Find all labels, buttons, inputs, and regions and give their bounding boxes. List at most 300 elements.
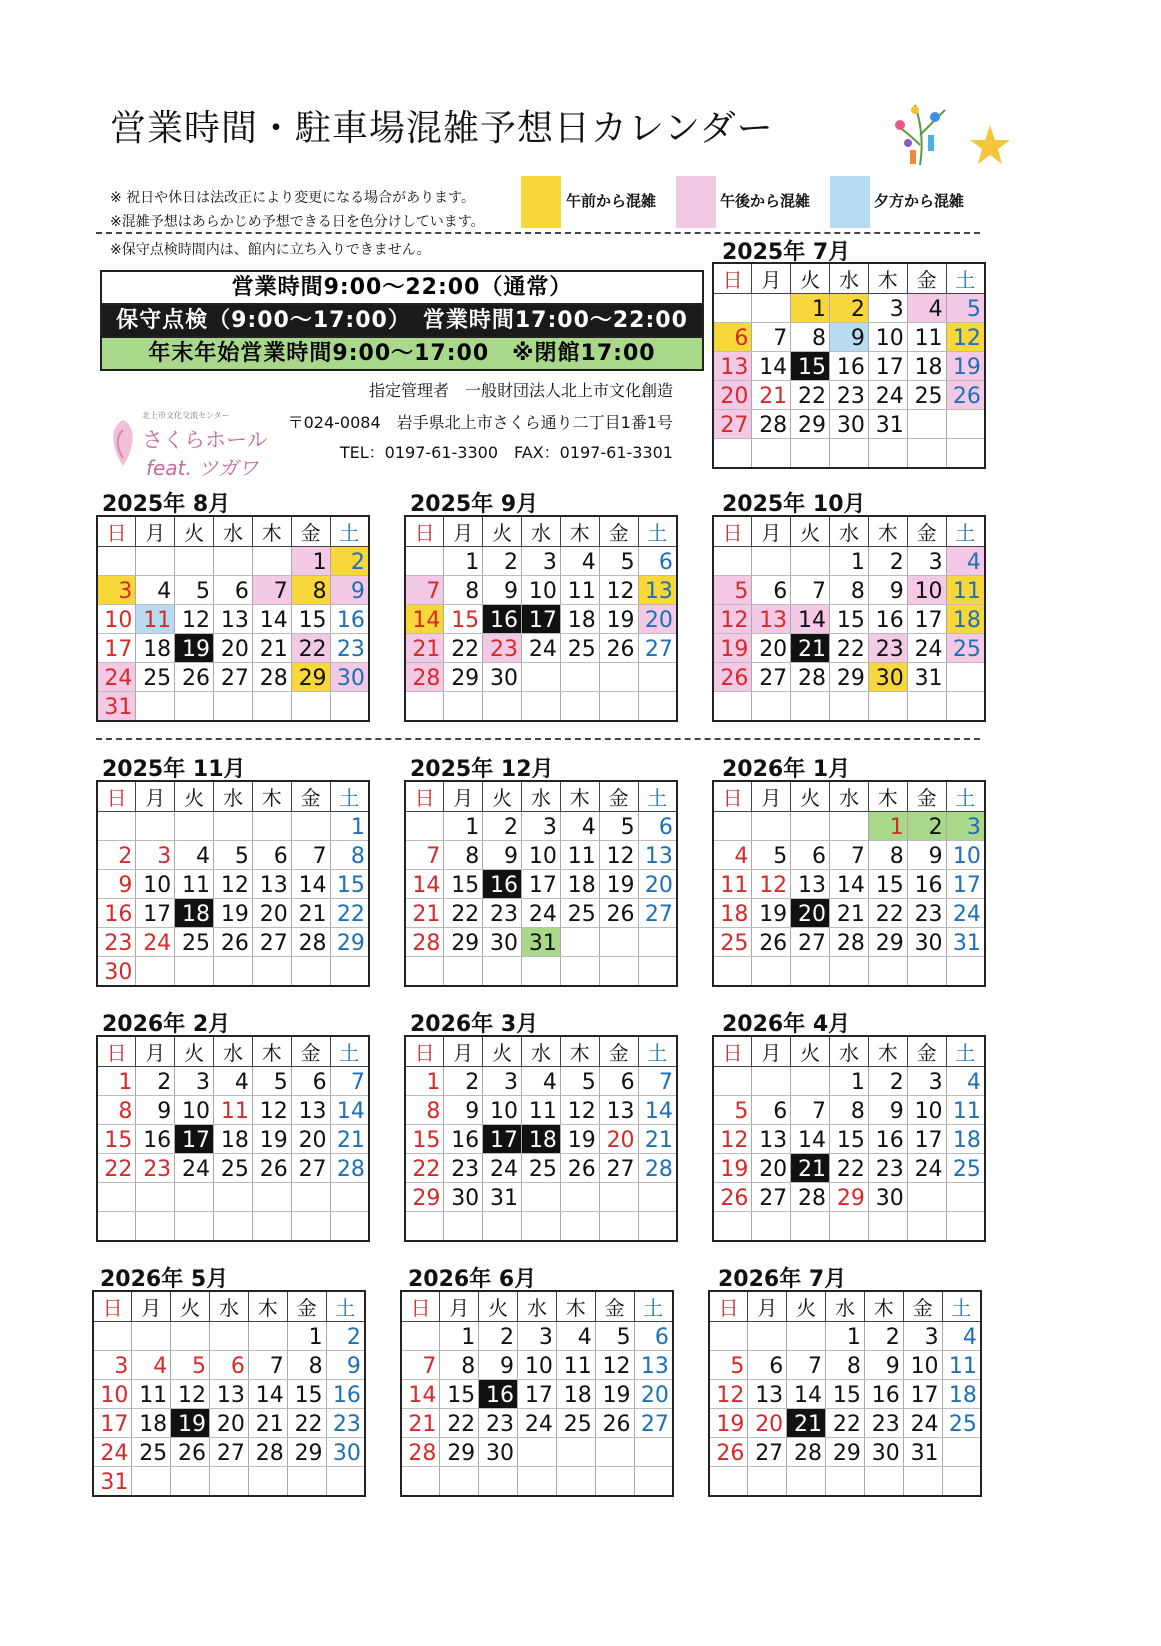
- day-cell: [136, 1212, 175, 1242]
- day-cell: 2: [868, 547, 907, 576]
- hours-maintenance: 保守点検（9:00～17:00） 営業時間17:00～22:00: [102, 305, 702, 338]
- day-cell: 14: [830, 870, 869, 899]
- month-title: 2026年 3月: [410, 1012, 539, 1037]
- day-cell: 9: [864, 1351, 903, 1380]
- day-cell: 4: [214, 1067, 253, 1096]
- day-cell: 25: [175, 928, 214, 957]
- day-cell: 7: [291, 841, 330, 870]
- day-cell: 8: [440, 1351, 479, 1380]
- day-cell: 16: [326, 1380, 365, 1409]
- day-cell: 13: [748, 1380, 787, 1409]
- day-cell: 31: [97, 692, 136, 722]
- day-cell: 14: [252, 605, 291, 634]
- weekday-header: 月: [444, 781, 483, 812]
- day-cell: 14: [791, 1125, 830, 1154]
- day-cell: [942, 1467, 981, 1497]
- weekday-header: 土: [942, 1291, 981, 1322]
- day-cell: 20: [638, 870, 677, 899]
- weekday-header: 月: [136, 516, 175, 547]
- day-cell: 18: [132, 1409, 171, 1438]
- weekday-header: 金: [287, 1291, 326, 1322]
- day-cell: 18: [560, 605, 599, 634]
- day-cell: 9: [483, 576, 522, 605]
- day-cell: 10: [903, 1351, 942, 1380]
- weekday-header: 木: [560, 516, 599, 547]
- day-cell: 3: [522, 812, 561, 841]
- day-cell: 23: [444, 1154, 483, 1183]
- day-cell: 20: [210, 1409, 249, 1438]
- note-2: ※混雑予想はあらかじめ予想できる日を色分けしています。: [110, 214, 485, 230]
- day-cell: 29: [330, 928, 369, 957]
- day-cell: 28: [248, 1438, 287, 1467]
- day-cell: [903, 1467, 942, 1497]
- day-cell: [132, 1322, 171, 1351]
- logo-feat: feat. ツガワ: [146, 456, 259, 480]
- weekday-header: 日: [405, 1036, 444, 1067]
- weekday-header: 木: [560, 1036, 599, 1067]
- day-cell: 3: [97, 576, 136, 605]
- day-cell: 17: [97, 634, 136, 663]
- day-cell: [97, 812, 136, 841]
- weekday-header: 木: [252, 516, 291, 547]
- day-cell: [599, 957, 638, 987]
- day-cell: 5: [752, 841, 791, 870]
- day-cell: 20: [214, 634, 253, 663]
- day-cell: 19: [752, 899, 791, 928]
- day-cell: 6: [634, 1322, 673, 1351]
- day-cell: 29: [826, 1438, 865, 1467]
- day-cell: 28: [791, 1183, 830, 1212]
- day-cell: 5: [252, 1067, 291, 1096]
- day-cell: [752, 547, 791, 576]
- day-cell: [942, 1438, 981, 1467]
- day-cell: 15: [868, 870, 907, 899]
- weekday-header: 日: [713, 1036, 752, 1067]
- day-cell: 6: [752, 1096, 791, 1125]
- day-cell: 11: [560, 576, 599, 605]
- day-cell: 28: [401, 1438, 440, 1467]
- day-cell: 11: [214, 1096, 253, 1125]
- day-cell: [791, 812, 830, 841]
- day-cell: 4: [136, 576, 175, 605]
- day-cell: [136, 547, 175, 576]
- day-cell: 14: [405, 605, 444, 634]
- day-cell: [97, 1212, 136, 1242]
- weekday-header: 火: [791, 263, 830, 294]
- day-cell: 18: [907, 352, 946, 381]
- day-cell: 30: [97, 957, 136, 987]
- month-title: 2026年 5月: [100, 1267, 229, 1292]
- day-cell: [709, 1322, 748, 1351]
- day-cell: [444, 957, 483, 987]
- day-cell: 10: [93, 1380, 132, 1409]
- day-cell: 9: [868, 576, 907, 605]
- day-cell: 13: [210, 1380, 249, 1409]
- day-cell: [713, 1067, 752, 1096]
- weekday-header: 日: [97, 1036, 136, 1067]
- day-cell: [440, 1467, 479, 1497]
- day-cell: 25: [522, 1154, 561, 1183]
- weekday-header: 水: [830, 263, 869, 294]
- day-cell: 5: [709, 1351, 748, 1380]
- day-cell: 12: [252, 1096, 291, 1125]
- legend-swatch-evening: [830, 176, 870, 228]
- weekday-header: 木: [248, 1291, 287, 1322]
- day-cell: 29: [830, 1183, 869, 1212]
- day-cell: 18: [175, 899, 214, 928]
- day-cell: [483, 957, 522, 987]
- day-cell: 5: [713, 576, 752, 605]
- day-cell: 4: [560, 547, 599, 576]
- day-cell: 10: [522, 576, 561, 605]
- day-cell: 11: [942, 1351, 981, 1380]
- day-cell: 6: [599, 1067, 638, 1096]
- day-cell: 21: [638, 1125, 677, 1154]
- day-cell: 16: [483, 605, 522, 634]
- weekday-header: 水: [522, 1036, 561, 1067]
- weekday-header: 金: [903, 1291, 942, 1322]
- day-cell: 23: [330, 634, 369, 663]
- day-cell: [479, 1467, 518, 1497]
- day-cell: [401, 1322, 440, 1351]
- weekday-header: 日: [405, 781, 444, 812]
- day-cell: 12: [560, 1096, 599, 1125]
- day-cell: 6: [638, 812, 677, 841]
- day-cell: 24: [907, 1154, 946, 1183]
- day-cell: [791, 1212, 830, 1242]
- day-cell: 21: [252, 634, 291, 663]
- weekday-header: 木: [864, 1291, 903, 1322]
- day-cell: 13: [638, 576, 677, 605]
- day-cell: [252, 957, 291, 987]
- month-title: 2025年 7月: [722, 240, 851, 265]
- day-cell: 31: [907, 663, 946, 692]
- day-cell: 24: [946, 899, 985, 928]
- day-cell: 19: [713, 634, 752, 663]
- day-cell: 28: [830, 928, 869, 957]
- day-cell: 8: [444, 841, 483, 870]
- day-cell: [868, 692, 907, 722]
- day-cell: 15: [330, 870, 369, 899]
- weekday-header: 水: [522, 516, 561, 547]
- day-cell: 1: [868, 812, 907, 841]
- month-calendar: [92, 1290, 366, 1497]
- day-cell: [907, 957, 946, 987]
- day-cell: [946, 1183, 985, 1212]
- day-cell: [634, 1467, 673, 1497]
- day-cell: 1: [830, 1067, 869, 1096]
- day-cell: 20: [252, 899, 291, 928]
- day-cell: 16: [868, 605, 907, 634]
- day-cell: 23: [868, 1154, 907, 1183]
- day-cell: 31: [946, 928, 985, 957]
- weekday-header: 日: [97, 516, 136, 547]
- day-cell: [713, 692, 752, 722]
- weekday-header: 日: [713, 516, 752, 547]
- day-cell: [830, 692, 869, 722]
- day-cell: 15: [97, 1125, 136, 1154]
- day-cell: [907, 692, 946, 722]
- weekday-header: 土: [946, 1036, 985, 1067]
- day-cell: [97, 1183, 136, 1212]
- day-cell: 26: [752, 928, 791, 957]
- sakura-logo-icon: [106, 416, 140, 470]
- weekday-header: 金: [599, 1036, 638, 1067]
- day-cell: [868, 957, 907, 987]
- day-cell: 5: [171, 1351, 210, 1380]
- day-cell: 27: [791, 928, 830, 957]
- day-cell: 11: [713, 870, 752, 899]
- month-title: 2025年 9月: [410, 492, 539, 517]
- divider-middle: [96, 738, 980, 740]
- day-cell: 11: [175, 870, 214, 899]
- day-cell: 11: [946, 576, 985, 605]
- day-cell: 30: [868, 1183, 907, 1212]
- day-cell: 13: [791, 870, 830, 899]
- day-cell: 10: [946, 841, 985, 870]
- weekday-header: 火: [787, 1291, 826, 1322]
- day-cell: 1: [291, 547, 330, 576]
- day-cell: 7: [791, 576, 830, 605]
- day-cell: 20: [748, 1409, 787, 1438]
- weekday-header: 火: [483, 516, 522, 547]
- month-title: 2025年 8月: [102, 492, 231, 517]
- day-cell: 28: [252, 663, 291, 692]
- day-cell: 24: [136, 928, 175, 957]
- day-cell: 10: [868, 323, 907, 352]
- day-cell: 24: [522, 634, 561, 663]
- day-cell: 2: [830, 294, 869, 323]
- month-calendar: [708, 1290, 982, 1497]
- day-cell: 19: [599, 870, 638, 899]
- day-cell: 28: [405, 928, 444, 957]
- day-cell: 12: [713, 1125, 752, 1154]
- day-cell: 5: [713, 1096, 752, 1125]
- weekday-header: 火: [791, 781, 830, 812]
- day-cell: 17: [518, 1380, 557, 1409]
- day-cell: 19: [709, 1409, 748, 1438]
- day-cell: 11: [946, 1096, 985, 1125]
- day-cell: 7: [405, 576, 444, 605]
- day-cell: [713, 1212, 752, 1242]
- day-cell: 6: [638, 547, 677, 576]
- day-cell: 30: [444, 1183, 483, 1212]
- weekday-header: 月: [752, 781, 791, 812]
- month-title: 2026年 4月: [722, 1012, 851, 1037]
- weekday-header: 土: [638, 781, 677, 812]
- day-cell: 18: [713, 899, 752, 928]
- day-cell: [214, 957, 253, 987]
- day-cell: 11: [907, 323, 946, 352]
- day-cell: 15: [405, 1125, 444, 1154]
- day-cell: [483, 692, 522, 722]
- weekday-header: 火: [171, 1291, 210, 1322]
- day-cell: 17: [136, 899, 175, 928]
- day-cell: 20: [634, 1380, 673, 1409]
- day-cell: 20: [752, 1154, 791, 1183]
- day-cell: 19: [713, 1154, 752, 1183]
- day-cell: [291, 1212, 330, 1242]
- day-cell: [638, 663, 677, 692]
- day-cell: 10: [522, 841, 561, 870]
- day-cell: [709, 1467, 748, 1497]
- legend-swatch-afternoon: [676, 176, 716, 228]
- day-cell: 26: [171, 1438, 210, 1467]
- day-cell: [830, 957, 869, 987]
- day-cell: [599, 692, 638, 722]
- weekday-header: 日: [713, 781, 752, 812]
- day-cell: 9: [830, 323, 869, 352]
- day-cell: [330, 692, 369, 722]
- weekday-header: 金: [907, 781, 946, 812]
- weekday-header: 木: [556, 1291, 595, 1322]
- day-cell: 24: [868, 381, 907, 410]
- day-cell: 17: [907, 1125, 946, 1154]
- day-cell: 26: [175, 663, 214, 692]
- day-cell: 14: [330, 1096, 369, 1125]
- day-cell: 21: [401, 1409, 440, 1438]
- day-cell: 12: [946, 323, 985, 352]
- day-cell: [444, 692, 483, 722]
- day-cell: 1: [405, 1067, 444, 1096]
- weekday-header: 土: [946, 263, 985, 294]
- day-cell: 21: [291, 899, 330, 928]
- month-calendar: [96, 780, 370, 987]
- day-cell: 2: [868, 1067, 907, 1096]
- day-cell: 22: [791, 381, 830, 410]
- day-cell: [787, 1467, 826, 1497]
- day-cell: 25: [214, 1154, 253, 1183]
- day-cell: 15: [830, 605, 869, 634]
- weekday-header: 火: [175, 516, 214, 547]
- day-cell: 2: [97, 841, 136, 870]
- day-cell: 2: [444, 1067, 483, 1096]
- day-cell: [556, 1467, 595, 1497]
- day-cell: 8: [405, 1096, 444, 1125]
- day-cell: [713, 294, 752, 323]
- weekday-header: 水: [518, 1291, 557, 1322]
- day-cell: 5: [599, 812, 638, 841]
- day-cell: 27: [748, 1438, 787, 1467]
- day-cell: [483, 1212, 522, 1242]
- day-cell: [136, 1183, 175, 1212]
- day-cell: 9: [868, 1096, 907, 1125]
- day-cell: 2: [326, 1322, 365, 1351]
- day-cell: 31: [903, 1438, 942, 1467]
- day-cell: [522, 1212, 561, 1242]
- day-cell: 13: [291, 1096, 330, 1125]
- day-cell: 17: [175, 1125, 214, 1154]
- day-cell: [638, 957, 677, 987]
- day-cell: 22: [97, 1154, 136, 1183]
- day-cell: [830, 1212, 869, 1242]
- day-cell: 15: [791, 352, 830, 381]
- day-cell: [291, 692, 330, 722]
- day-cell: 14: [401, 1380, 440, 1409]
- day-cell: [830, 439, 869, 469]
- day-cell: 26: [595, 1409, 634, 1438]
- day-cell: 8: [330, 841, 369, 870]
- day-cell: 28: [405, 663, 444, 692]
- day-cell: [713, 812, 752, 841]
- day-cell: 5: [175, 576, 214, 605]
- day-cell: 30: [326, 1438, 365, 1467]
- month-calendar: [712, 1035, 986, 1242]
- day-cell: 20: [638, 605, 677, 634]
- day-cell: 13: [752, 1125, 791, 1154]
- day-cell: 5: [946, 294, 985, 323]
- hours-normal: 営業時間9:00～22:00（通常）: [102, 272, 702, 305]
- day-cell: [752, 957, 791, 987]
- day-cell: [560, 957, 599, 987]
- day-cell: 30: [864, 1438, 903, 1467]
- day-cell: 6: [748, 1351, 787, 1380]
- day-cell: [171, 1322, 210, 1351]
- weekday-header: 月: [752, 263, 791, 294]
- weekday-header: 水: [210, 1291, 249, 1322]
- day-cell: 12: [709, 1380, 748, 1409]
- day-cell: 23: [479, 1409, 518, 1438]
- day-cell: 4: [713, 841, 752, 870]
- day-cell: 25: [136, 663, 175, 692]
- day-cell: 27: [599, 1154, 638, 1183]
- month-title: 2026年 1月: [722, 757, 851, 782]
- day-cell: 14: [248, 1380, 287, 1409]
- weekday-header: 月: [444, 516, 483, 547]
- day-cell: [560, 692, 599, 722]
- notes: [110, 186, 485, 262]
- day-cell: 7: [752, 323, 791, 352]
- day-cell: [214, 1183, 253, 1212]
- day-cell: 13: [713, 352, 752, 381]
- weekday-header: 木: [868, 781, 907, 812]
- weekday-header: 土: [946, 781, 985, 812]
- weekday-header: 金: [599, 781, 638, 812]
- day-cell: 29: [868, 928, 907, 957]
- month-calendar: [404, 780, 678, 987]
- day-cell: [752, 439, 791, 469]
- day-cell: 3: [522, 547, 561, 576]
- weekday-header: 土: [634, 1291, 673, 1322]
- month-title: 2026年 2月: [102, 1012, 231, 1037]
- day-cell: 22: [826, 1409, 865, 1438]
- day-cell: 22: [291, 634, 330, 663]
- day-cell: [638, 1183, 677, 1212]
- day-cell: 14: [752, 352, 791, 381]
- day-cell: [210, 1322, 249, 1351]
- day-cell: 9: [136, 1096, 175, 1125]
- day-cell: 18: [946, 1125, 985, 1154]
- day-cell: 4: [132, 1351, 171, 1380]
- day-cell: 27: [214, 663, 253, 692]
- month-calendar: [712, 515, 986, 722]
- weekday-header: 金: [291, 1036, 330, 1067]
- day-cell: 23: [483, 634, 522, 663]
- day-cell: 25: [907, 381, 946, 410]
- day-cell: 4: [942, 1322, 981, 1351]
- day-cell: 30: [330, 663, 369, 692]
- day-cell: [522, 957, 561, 987]
- day-cell: 10: [175, 1096, 214, 1125]
- day-cell: 18: [946, 605, 985, 634]
- day-cell: 29: [444, 663, 483, 692]
- day-cell: 26: [709, 1438, 748, 1467]
- logo-name: さくらホール: [142, 428, 268, 452]
- day-cell: 1: [826, 1322, 865, 1351]
- day-cell: 20: [599, 1125, 638, 1154]
- day-cell: 16: [97, 899, 136, 928]
- day-cell: 21: [791, 634, 830, 663]
